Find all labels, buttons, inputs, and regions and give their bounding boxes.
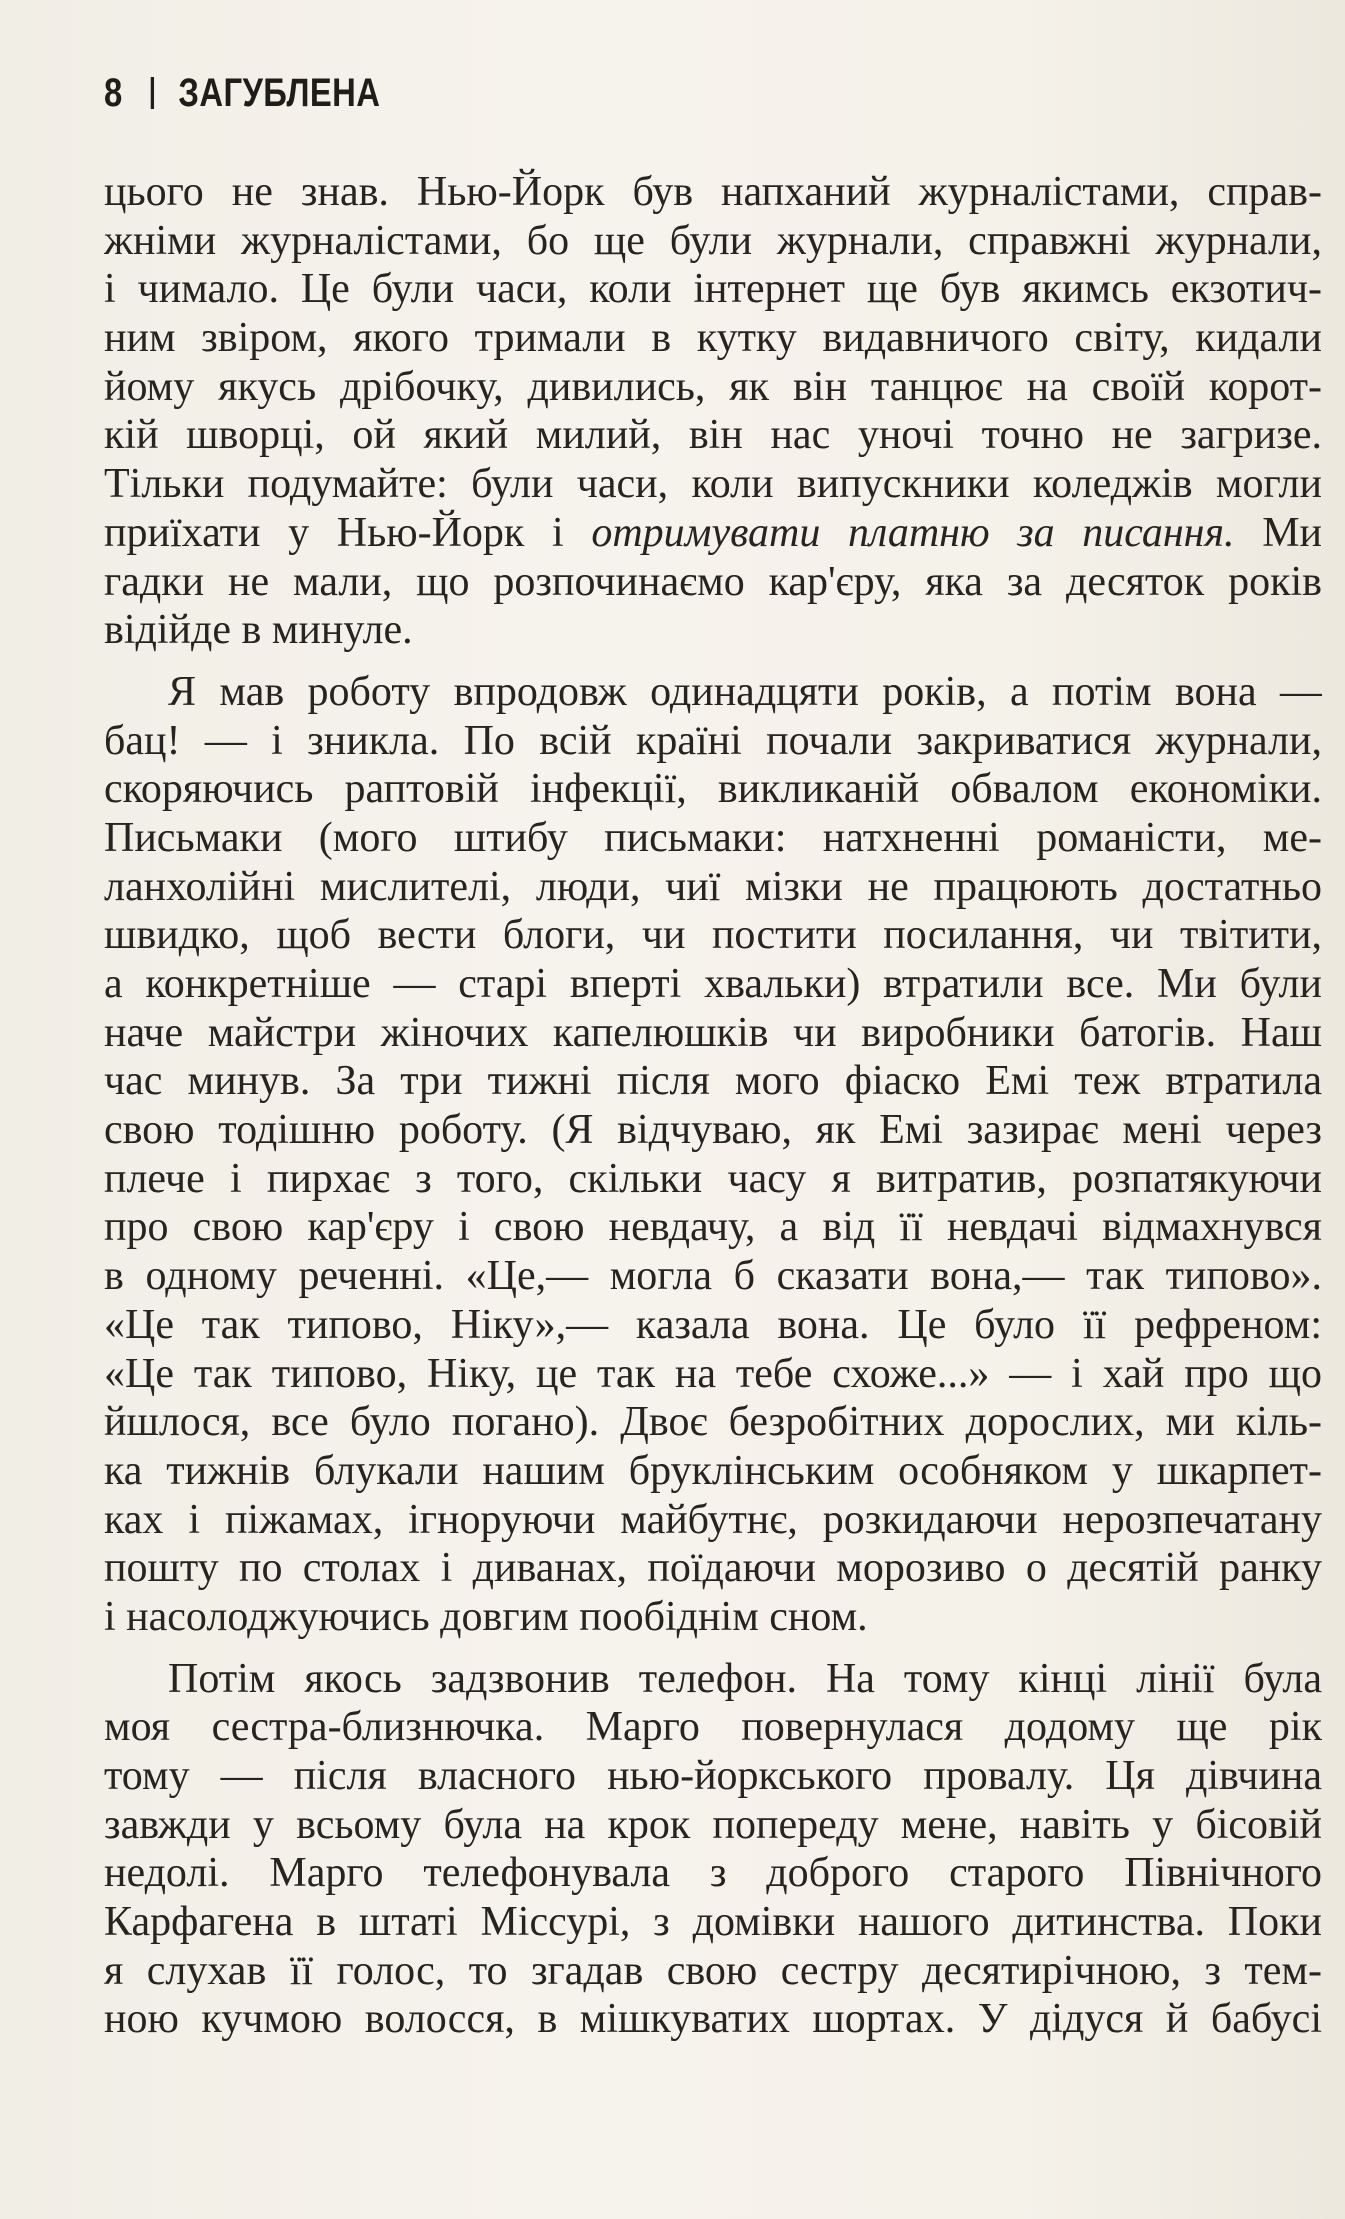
text-line: Карфагена в штаті Міссурі, з домівки нашого дитинства. Поки [104,1899,1322,1946]
body-text [104,168,1322,2044]
text-line: тому — після власного нью-йоркського провалу. Ця дівчина [104,1753,1322,1799]
text-line: ним звіром, якого тримали в кутку видавничого світу, кидали [104,315,1322,362]
text-line: ланхолійні мислителі, люди, чиї мізки не працюють достатньо [104,863,1322,910]
text-line: бац! — і зникла. По всій країні почали закриватися журнали, [104,717,1322,764]
text-line: ною кучмою волосся, в мішкуватих шортах. У дідуся й бабусі [104,1996,1322,2043]
text-line: гадки не мали, що розпочинаємо кар'єру, яка за десяток років [104,558,1322,605]
book-title: ЗАГУБЛЕНА [178,70,381,115]
text-line: про свою кар'єру і свою невдачу, а від її невдачі відмахнувся [104,1204,1322,1251]
running-head [104,68,380,118]
text-fragment: приїхати у Нью-Йорк і [104,509,564,556]
text-line: завжди у всьому була на крок попереду мене, навіть у бісовій [104,1801,1322,1848]
text-line: йому якусь дрібочку, дивились, як він танцює на своїй корот- [104,363,1322,410]
text-line: свою тодішню роботу. (Я відчуваю, як Емі зазирає мені через [104,1107,1322,1154]
text-line: я слухав її голос, то згадав свою сестру десятирічною, з тем- [104,1947,1322,1994]
text-line: кій шворці, ой який милий, він нас уночі точно не загризе. [104,412,1322,459]
text-line: ка тижнів блукали нашим бруклінським особняком у шкарпет- [104,1447,1322,1494]
text-line: Я мав роботу впродовж одинадцяти років, а потім вона — [168,668,1322,715]
text-line: і чимало. Це були часи, коли інтернет ще був якимсь екзотич- [104,266,1322,313]
text-line: ках і піжамах, ігноруючи майбутнє, розкидаючи нерозпечатану [104,1496,1322,1543]
text-line: пошту по столах і диванах, поїдаючи морозиво о десятій ранку [104,1545,1322,1592]
header-separator [151,77,154,109]
paragraph-2 [104,668,1322,1642]
text-line: цього не знав. Нью-Йорк був напханий журналістами, справ- [104,169,1322,215]
text-line: час минув. За три тижні після мого фіаско Емі теж втратила [104,1058,1322,1105]
text-line: плече і пирхає з того, скільки часу я витратив, розпатякуючи [104,1155,1322,1202]
text-line: Тільки подумайте: були часи, коли випускники коледжів могли [104,461,1322,508]
text-line: а конкретніше — старі вперті хвальки) втратили все. Ми були [104,961,1322,1007]
text-line: і насолоджуючись довгим пообіднім сном. [104,1593,868,1640]
paragraph-1 [104,168,1322,655]
italic-phrase: отримувати платню за писання. [591,509,1235,556]
text-line: «Це так типово, Ніку, це так на тебе схоже...» — і хай про що [104,1350,1322,1397]
paragraph-gap [104,655,1322,668]
text-fragment: Ми [1262,509,1322,556]
paragraph-3 [104,1655,1322,2045]
text-line: моя сестра-близнючка. Марго повернулася додому ще рік [104,1704,1322,1751]
text-line: швидко, щоб вести блоги, чи постити посилання, чи твітити, [104,912,1322,959]
text-line: Письмаки (мого штибу письмаки: натхненні романісти, ме- [104,814,1322,861]
text-line: жніми журналістами, бо ще були журнали, справжні журнали, [104,217,1322,264]
text-line-with-italic [104,509,1322,558]
text-line: йшлося, все було погано). Двоє безробітних дорослих, ми кіль- [104,1399,1322,1446]
text-line: відійде в минуле. [104,607,413,654]
text-line: недолі. Марго телефонувала з доброго старого Північного [104,1850,1322,1897]
page-number: 8 [104,70,123,115]
text-line: скоряючись раптовій інфекції, викликаній обвалом економіки. [104,766,1322,813]
paragraph-gap [104,1642,1322,1655]
text-line: «Це так типово, Ніку»,— казала вона. Це було її рефреном: [104,1301,1322,1348]
text-line: Потім якось задзвонив телефон. На тому кінці лінії була [168,1655,1322,1702]
text-line: в одному реченні. «Це,— могла б сказати вона,— так типово». [104,1253,1322,1300]
text-line: наче майстри жіночих капелюшків чи виробники батогів. Наш [104,1009,1322,1056]
